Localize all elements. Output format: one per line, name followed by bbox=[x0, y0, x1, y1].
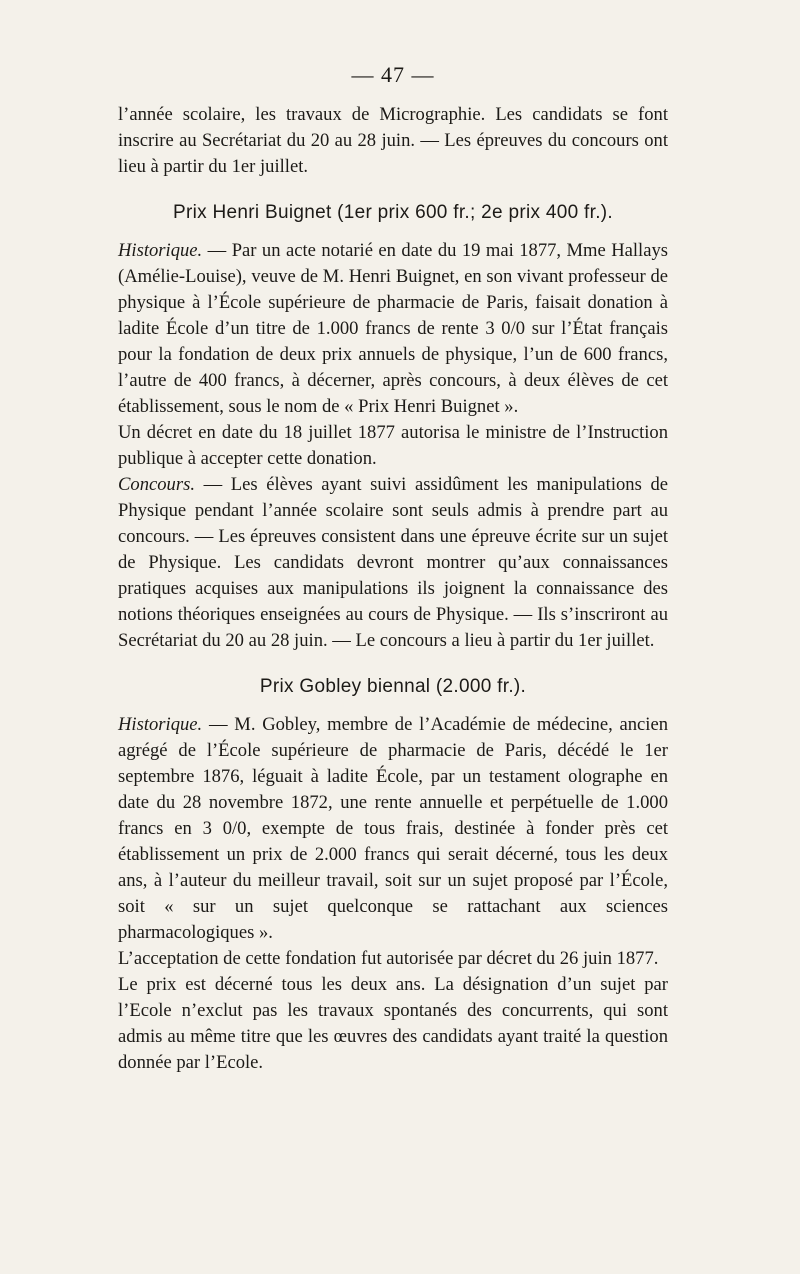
paragraph-buignet-concours bbox=[118, 472, 668, 654]
paragraph-gobley-historique bbox=[118, 712, 668, 946]
label-concours: Concours. bbox=[118, 474, 195, 495]
text-buignet-concours: — Les élèves ayant suivi assidûment les manipulations de Physique pendant l’année scolaire sont seuls admis à prendre part au concours. — Les épreuves consistent dans une épreuve écrite sur un sujet de Physique. Les candidats devront montrer qu’aux connaissances pratiques acquises aux manipulations ils joignent la connaissance des notions théoriques enseignées au cours de Physique. — Ils s’inscriront au Secrétariat du 20 au 28 juin. — Le concours a lieu à partir du 1er juillet. bbox=[118, 474, 668, 651]
paragraph-gobley-biennal: Le prix est décerné tous les deux ans. La désignation d’un sujet par l’Ecole n’exclut pas les travaux spontanés des concurrents, qui sont admis au même titre que les œuvres des candidats ayant traité la question donnée par l’Ecole. bbox=[118, 974, 668, 1073]
text-buignet-historique: — Par un acte notarié en date du 19 mai 1877, Mme Hallays (Amélie-Louise), veuve de M. Henri Buignet, en son vivant professeur de physique à l’École supérieure de pharmacie de Paris, faisait donation à ladite École d’un titre de 1.000 francs de rente 3 0/0 sur l’État français pour la fondation de deux prix annuels de physique, l’un de 600 francs, l’autre de 400 francs, à décerner, après concours, à deux élèves de cet établissement, sous le nom de « Prix Henri Buignet ». bbox=[118, 240, 668, 417]
text-gobley-historique: — M. Gobley, membre de l’Académie de médecine, ancien agrégé de l’École supérieure de pharmacie de Paris, décédé le 1er septembre 1876, léguait à ladite École, par un testament olographe en date du 28 novembre 1872, une rente annuelle et perpétuelle de 1.000 francs en 3 0/0, exempte de tous frais, destinée à fonder près cet établissement un prix de 2.000 francs qui serait décerné, tous les deux ans, à l’auteur du meilleur travail, soit sur un sujet proposé par l’École, soit « sur un sujet quelconque se rattachant aux sciences pharmacologiques ». bbox=[118, 714, 668, 943]
label-historique: Historique. bbox=[118, 714, 203, 735]
page-number: — 47 — bbox=[351, 62, 435, 87]
heading-prix-gobley: Prix Gobley biennal (2.000 fr.). bbox=[259, 676, 527, 697]
paragraph-buignet-decret: Un décret en date du 18 juillet 1877 autorisa le ministre de l’Instruction publique à accepter cette donation. bbox=[118, 422, 668, 469]
paragraph-gobley-acceptation: L’acceptation de cette fondation fut autorisée par décret du 26 juin 1877. bbox=[118, 948, 659, 969]
heading-prix-buignet: Prix Henri Buignet (1er prix 600 fr.; 2e prix 400 fr.). bbox=[173, 202, 613, 223]
paragraph-continuation: l’année scolaire, les travaux de Micrographie. Les candidats se font inscrire au Secrétariat du 20 au 28 juin. — Les épreuves du concours ont lieu à partir du 1er juillet. bbox=[118, 104, 668, 177]
label-historique: Historique. bbox=[118, 240, 203, 261]
paragraph-buignet-historique bbox=[118, 238, 668, 420]
